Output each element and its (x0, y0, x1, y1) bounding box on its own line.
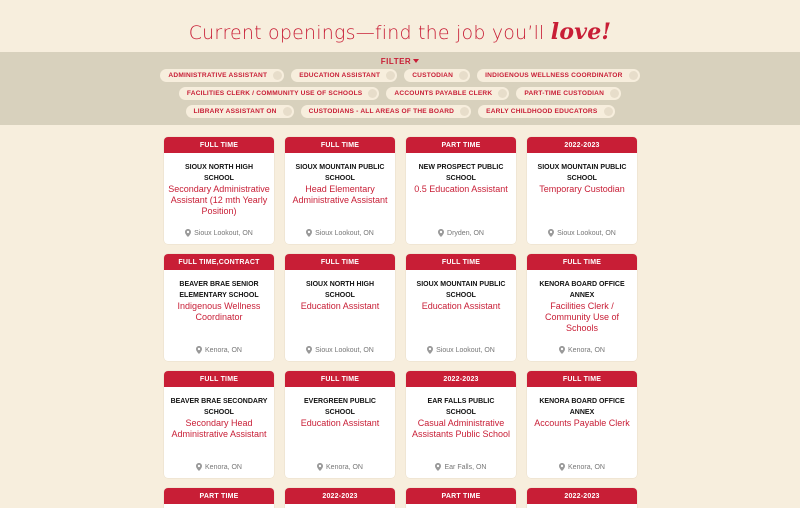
job-location-text: Kenora, ON (568, 346, 605, 354)
job-type-badge: FULL TIME (164, 371, 274, 387)
close-circle-icon[interactable] (386, 71, 395, 80)
filter-chip-label: CUSTODIAN (412, 72, 454, 79)
job-type-badge: FULL TIME (285, 254, 395, 270)
filter-chip-row (0, 69, 800, 82)
job-location-text: Kenora, ON (326, 463, 363, 471)
filter-toggle[interactable] (0, 57, 800, 66)
job-location (406, 463, 516, 471)
job-school: SIOUX MOUNTAIN PUBLIC SCHOOL (295, 164, 385, 182)
job-card[interactable] (406, 371, 516, 478)
filter-chip[interactable] (301, 105, 471, 118)
job-school: KENORA BOARD OFFICE ANNEX (539, 281, 625, 299)
job-location-text: Kenora, ON (205, 346, 242, 354)
filter-chip-label: ACCOUNTS PAYABLE CLERK (394, 90, 493, 97)
job-type-badge: 2022-2023 (285, 488, 395, 504)
map-pin-icon (559, 463, 565, 471)
job-card[interactable] (527, 371, 637, 478)
job-type-badge: FULL TIME (527, 371, 637, 387)
job-type-badge: FULL TIME (285, 137, 395, 153)
job-type-badge: FULL TIME (164, 137, 274, 153)
filter-chip[interactable] (478, 105, 614, 118)
caret-down-icon (413, 59, 419, 63)
job-card[interactable] (285, 371, 395, 478)
close-circle-icon[interactable] (610, 89, 619, 98)
filter-toggle-label: FILTER (380, 57, 412, 66)
close-circle-icon[interactable] (498, 89, 507, 98)
job-location (164, 463, 274, 471)
filter-chip-label: INDIGENOUS WELLNESS COORDINATOR (485, 72, 623, 79)
job-location-text: Sioux Lookout, ON (194, 229, 253, 237)
job-card[interactable] (285, 488, 395, 508)
job-type-badge: 2022-2023 (527, 488, 637, 504)
job-location (527, 229, 637, 237)
job-school: BEAVER BRAE SENIOR ELEMENTARY SCHOOL (179, 281, 259, 299)
job-location (527, 463, 637, 471)
map-pin-icon (185, 229, 191, 237)
filter-chip-label: EARLY CHILDHOOD EDUCATORS (486, 108, 598, 115)
job-location (285, 463, 395, 471)
job-type-badge: FULL TIME (285, 371, 395, 387)
job-location-text: Ear Falls, ON (444, 463, 487, 471)
job-card[interactable] (527, 254, 637, 361)
map-pin-icon (559, 346, 565, 354)
map-pin-icon (438, 229, 444, 237)
map-pin-icon (196, 463, 202, 471)
close-circle-icon[interactable] (273, 71, 282, 80)
job-card[interactable] (285, 254, 395, 361)
close-circle-icon[interactable] (460, 107, 469, 116)
job-type-badge: PART TIME (406, 137, 516, 153)
job-card[interactable] (406, 488, 516, 508)
map-pin-icon (548, 229, 554, 237)
filter-chip-label: CUSTODIANS - ALL AREAS OF THE BOARD (308, 108, 455, 115)
job-card[interactable] (406, 254, 516, 361)
job-card[interactable] (527, 488, 637, 508)
filter-chip[interactable] (186, 105, 294, 118)
map-pin-icon (306, 229, 312, 237)
job-school: SIOUX NORTH HIGH SCHOOL (184, 164, 254, 182)
job-location (527, 346, 637, 354)
job-card[interactable] (164, 371, 274, 478)
filter-chip[interactable] (291, 69, 397, 82)
filter-chip[interactable] (477, 69, 639, 82)
map-pin-icon (317, 463, 323, 471)
job-title[interactable]: Education Assistant (300, 418, 380, 428)
job-location (406, 346, 516, 354)
job-school: SIOUX MOUNTAIN PUBLIC SCHOOL (416, 281, 506, 299)
job-card[interactable] (406, 137, 516, 244)
filter-bar (0, 52, 800, 125)
map-pin-icon (306, 346, 312, 354)
filter-chip-label: ADMINISTRATIVE ASSISTANT (168, 72, 268, 79)
job-title[interactable]: Secondary Head Administrative Assistant (171, 418, 267, 439)
job-title[interactable]: Facilities Clerk / Community Use of Schools (544, 301, 620, 333)
job-listings-grid (164, 137, 638, 508)
job-school: SIOUX NORTH HIGH SCHOOL (305, 281, 375, 299)
job-title[interactable]: Accounts Payable Clerk (534, 418, 630, 428)
filter-chip[interactable] (160, 69, 284, 82)
job-type-badge: PART TIME (164, 488, 274, 504)
job-location (164, 229, 274, 237)
job-school: NEW PROSPECT PUBLIC SCHOOL (418, 164, 504, 182)
job-card[interactable] (285, 137, 395, 244)
job-location (406, 229, 516, 237)
job-type-badge: 2022-2023 (406, 371, 516, 387)
filter-chip-label: LIBRARY ASSISTANT ON (193, 108, 277, 115)
filter-chip[interactable] (386, 87, 509, 100)
filter-chip-label: PART-TIME CUSTODIAN (524, 90, 605, 97)
filter-chip-row (0, 87, 800, 100)
page-title (0, 19, 800, 45)
job-type-badge: FULL TIME (527, 254, 637, 270)
close-circle-icon[interactable] (459, 71, 468, 80)
job-title[interactable]: 0.5 Education Assistant (414, 184, 508, 194)
filter-chip-label: EDUCATION ASSISTANT (299, 72, 381, 79)
close-circle-icon[interactable] (604, 107, 613, 116)
filter-chip-label: FACILITIES CLERK / COMMUNITY USE OF SCHOOLS (186, 90, 363, 97)
job-location-text: Sioux Lookout, ON (315, 229, 374, 237)
job-title[interactable]: Education Assistant (421, 301, 501, 311)
job-title[interactable]: Casual Administrative Assistants Public School (411, 418, 511, 439)
job-school: EAR FALLS PUBLIC SCHOOL (427, 398, 495, 416)
map-pin-icon (435, 463, 441, 471)
filter-chip[interactable] (179, 87, 380, 100)
filter-chip[interactable] (404, 69, 470, 82)
job-location-text: Kenora, ON (568, 463, 605, 471)
job-type-badge: 2022-2023 (527, 137, 637, 153)
job-title[interactable]: Secondary Administrative Assistant (12 mth Yearly Position) (168, 184, 270, 216)
page-title-text: Current openings—find the job you’ll (188, 22, 545, 44)
job-location (285, 346, 395, 354)
job-type-badge: FULL TIME (406, 254, 516, 270)
page-header (0, 0, 800, 52)
job-card[interactable] (164, 137, 274, 244)
close-circle-icon[interactable] (629, 71, 638, 80)
job-school: KENORA BOARD OFFICE ANNEX (539, 398, 625, 416)
filter-chip[interactable] (516, 87, 621, 100)
filter-chip-row (0, 105, 800, 118)
job-location-text: Sioux Lookout, ON (436, 346, 495, 354)
job-card[interactable] (527, 137, 637, 244)
job-location-text: Dryden, ON (447, 229, 484, 237)
close-circle-icon[interactable] (283, 107, 292, 116)
job-title[interactable]: Education Assistant (300, 301, 380, 311)
job-type-badge: PART TIME (406, 488, 516, 504)
job-location (285, 229, 395, 237)
job-school: EVERGREEN PUBLIC SCHOOL (304, 398, 376, 416)
job-school: BEAVER BRAE SECONDARY SCHOOL (170, 398, 268, 416)
job-location (164, 346, 274, 354)
page-title-emphasis: love! (550, 19, 612, 45)
job-location-text: Sioux Lookout, ON (557, 229, 616, 237)
job-card[interactable] (164, 254, 274, 361)
job-title[interactable]: Indigenous Wellness Coordinator (177, 301, 261, 322)
job-title[interactable]: Head Elementary Administrative Assistant (292, 184, 388, 205)
job-type-badge: FULL TIME,CONTRACT (164, 254, 274, 270)
close-circle-icon[interactable] (368, 89, 377, 98)
job-location-text: Sioux Lookout, ON (315, 346, 374, 354)
job-card[interactable] (164, 488, 274, 508)
map-pin-icon (427, 346, 433, 354)
job-title[interactable]: Temporary Custodian (539, 184, 625, 194)
map-pin-icon (196, 346, 202, 354)
job-school: SIOUX MOUNTAIN PUBLIC SCHOOL (537, 164, 627, 182)
job-location-text: Kenora, ON (205, 463, 242, 471)
